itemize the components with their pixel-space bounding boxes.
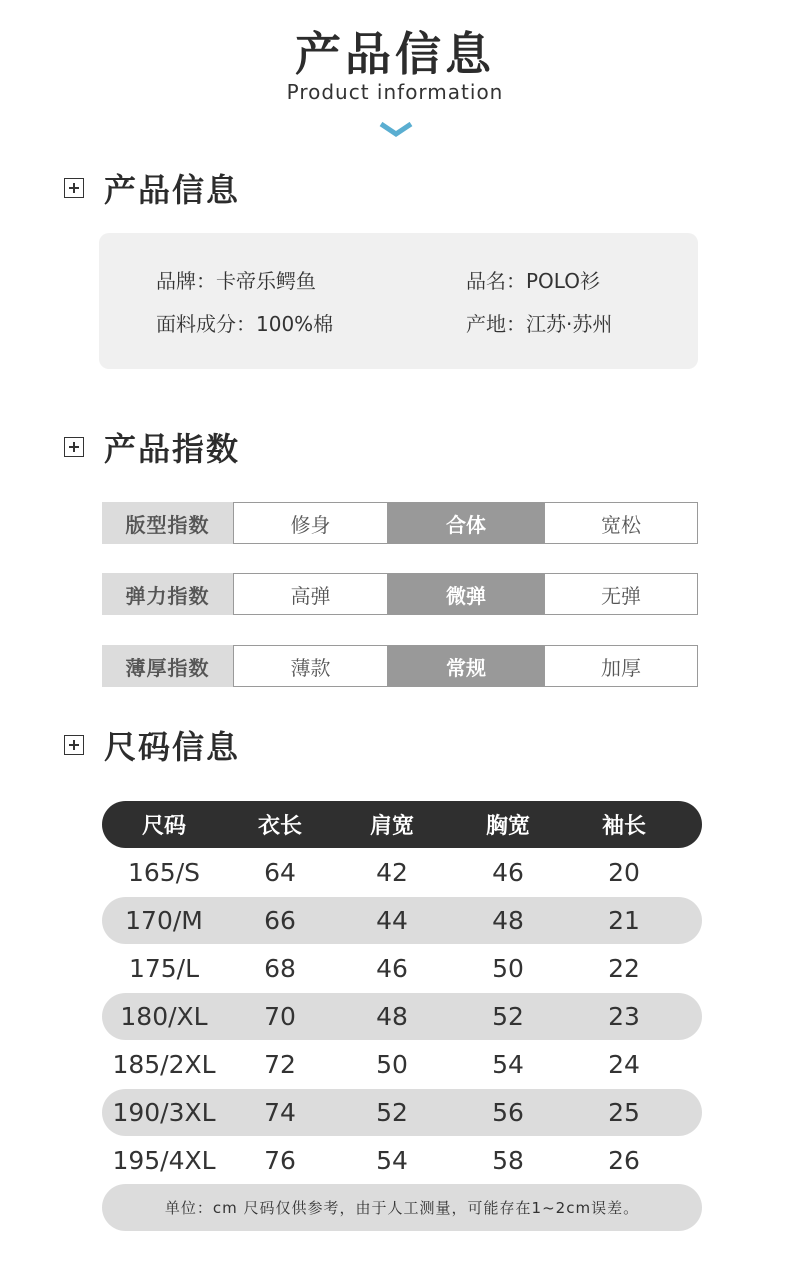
index-label: 版型指数: [102, 502, 233, 544]
section-header-index: [64, 427, 240, 467]
table-cell: 54: [376, 1146, 408, 1175]
table-cell: 50: [376, 1050, 408, 1079]
origin-value: 江苏·苏州: [526, 312, 613, 336]
size-note: 单位：cm 尺码仅供参考，由于人工测量，可能存在1~2cm误差。: [102, 1184, 702, 1231]
index-label: 薄厚指数: [102, 645, 233, 687]
index-option: 修身: [233, 502, 388, 544]
table-row: [102, 1041, 702, 1088]
table-cell: 20: [608, 858, 640, 887]
index-label: 弹力指数: [102, 573, 233, 615]
material-value: 100%棉: [256, 312, 334, 336]
table-cell: 76: [264, 1146, 296, 1175]
index-row: [102, 645, 698, 687]
table-row: [102, 993, 702, 1040]
table-cell: 46: [492, 858, 524, 887]
table-cell: 52: [492, 1002, 524, 1031]
header-cell: 肩宽: [369, 814, 414, 839]
table-row: [102, 1089, 702, 1136]
table-cell: 26: [608, 1146, 640, 1175]
table-cell: 54: [492, 1050, 524, 1079]
table-cell: 68: [264, 954, 296, 983]
table-cell: 165/S: [127, 858, 200, 887]
page-subtitle: Product information: [286, 80, 504, 104]
section-title: 尺码信息: [104, 728, 241, 766]
index-option: 合体: [388, 502, 544, 544]
plus-box-icon: [64, 735, 84, 755]
table-cell: 24: [608, 1050, 640, 1079]
table-cell: 44: [376, 906, 408, 935]
material-field: [156, 308, 333, 337]
table-cell: 22: [608, 954, 640, 983]
section-title: 产品信息: [104, 171, 241, 209]
index-option: 加厚: [544, 645, 698, 687]
index-option: 薄款: [233, 645, 388, 687]
brand-field: [156, 265, 316, 294]
material-label: 面料成分：: [156, 312, 256, 336]
chevron-down-icon: [379, 121, 413, 137]
origin-label: 产地：: [466, 312, 526, 336]
index-option: 高弹: [233, 573, 388, 615]
table-cell: 58: [492, 1146, 524, 1175]
section-header-info: [64, 168, 240, 208]
index-row: [102, 573, 698, 615]
table-cell: 74: [264, 1098, 296, 1127]
brand-label: 品牌：: [156, 269, 216, 293]
index-option: 无弹: [544, 573, 698, 615]
table-cell: 195/4XL: [112, 1146, 216, 1175]
index-row: [102, 502, 698, 544]
section-header-size: [64, 725, 240, 765]
table-cell: 52: [376, 1098, 408, 1127]
table-cell: 25: [608, 1098, 640, 1127]
origin-field: [466, 308, 612, 337]
table-cell: 66: [264, 906, 296, 935]
table-row: [102, 849, 702, 896]
table-cell: 70: [264, 1002, 296, 1031]
size-table-header: [102, 801, 702, 848]
table-cell: 72: [264, 1050, 296, 1079]
table-cell: 48: [492, 906, 524, 935]
brand-value: 卡帝乐鳄鱼: [216, 269, 316, 293]
table-cell: 190/3XL: [112, 1098, 216, 1127]
index-option: 宽松: [544, 502, 698, 544]
table-cell: 56: [492, 1098, 524, 1127]
product-info-box: [99, 233, 698, 369]
plus-box-icon: [64, 178, 84, 198]
plus-box-icon: [64, 437, 84, 457]
table-row: [102, 945, 702, 992]
header-cell: 胸宽: [485, 814, 530, 839]
product-name-value: POLO衫: [526, 269, 600, 293]
header-cell: 尺码: [141, 814, 186, 839]
table-cell: 50: [492, 954, 524, 983]
product-name-field: [466, 265, 600, 294]
table-row: [102, 1137, 702, 1184]
header-cell: 衣长: [257, 814, 302, 839]
table-cell: 46: [376, 954, 408, 983]
table-row: [102, 897, 702, 944]
table-cell: 170/M: [125, 906, 203, 935]
header-cell: 袖长: [601, 814, 646, 839]
section-title: 产品指数: [104, 430, 241, 468]
table-cell: 23: [608, 1002, 640, 1031]
table-cell: 64: [264, 858, 296, 887]
table-cell: 48: [376, 1002, 408, 1031]
table-cell: 180/XL: [120, 1002, 208, 1031]
index-option: 微弹: [388, 573, 544, 615]
product-name-label: 品名：: [466, 269, 526, 293]
table-cell: 42: [376, 858, 408, 887]
table-cell: 185/2XL: [112, 1050, 216, 1079]
index-option: 常规: [388, 645, 544, 687]
table-cell: 21: [608, 906, 640, 935]
page-title: 产品信息: [295, 27, 495, 81]
table-cell: 175/L: [128, 954, 200, 983]
